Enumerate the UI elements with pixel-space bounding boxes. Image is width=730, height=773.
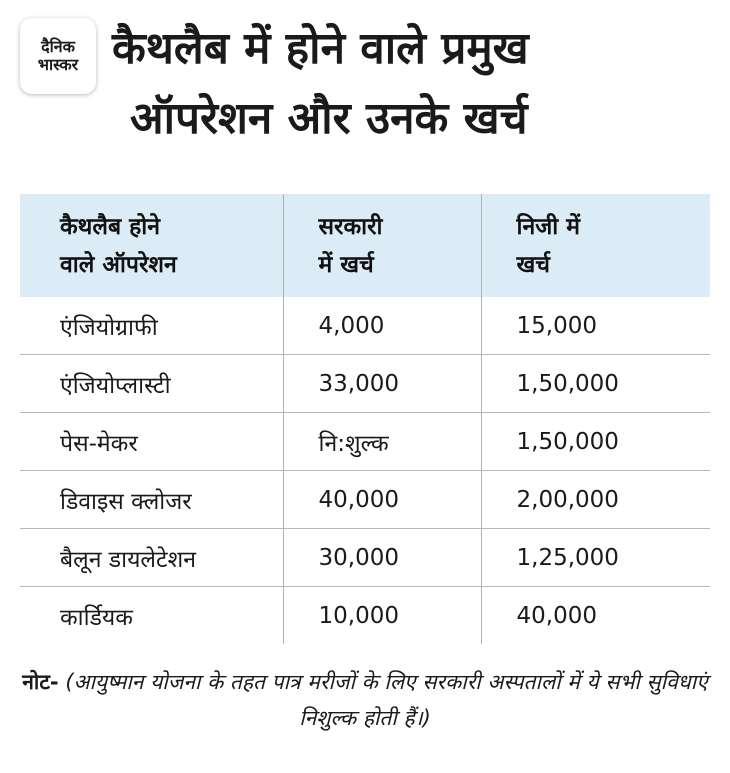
private-cost: 1,25,000 — [481, 529, 710, 587]
header-operation: कैथलैब होने वाले ऑपरेशन — [20, 194, 283, 297]
private-cost: 1,50,000 — [481, 413, 710, 471]
government-cost: 4,000 — [283, 297, 481, 355]
table-header-row — [20, 194, 710, 297]
title-line2: ऑपरेशन और उनके खर्च — [130, 93, 528, 144]
dainik-bhaskar-logo — [20, 18, 96, 94]
government-cost: 33,000 — [283, 355, 481, 413]
note-text: (आयुष्मान योजना के तहत पात्र मरीजों के लिए सरकारी अस्पतालों में ये सभी सुविधाएं निशुल्क होती हैं।) — [65, 670, 708, 730]
title-line1: कैथलैब में होने वाले प्रमुख — [112, 23, 529, 74]
page-title — [112, 14, 712, 154]
operation-name: एंजियोप्लास्टी — [20, 355, 283, 413]
private-cost: 1,50,000 — [481, 355, 710, 413]
operation-name: पेस-मेकर — [20, 413, 283, 471]
logo-text-line1: दैनिक — [41, 37, 75, 56]
private-cost: 15,000 — [481, 297, 710, 355]
table-row — [20, 587, 710, 645]
footnote — [20, 664, 710, 736]
operation-name: बैलून डायलेटेशन — [20, 529, 283, 587]
header-government-cost: सरकारी में खर्च — [283, 194, 481, 297]
private-cost: 2,00,000 — [481, 471, 710, 529]
government-cost: नि:शुल्क — [283, 413, 481, 471]
table-row — [20, 471, 710, 529]
private-cost: 40,000 — [481, 587, 710, 645]
operation-name: कार्डियक — [60, 604, 133, 631]
table-row — [20, 297, 710, 355]
table-row — [20, 529, 710, 587]
table-row — [20, 355, 710, 413]
header-private-cost: निजी में खर्च — [481, 194, 710, 297]
operation-name: डिवाइस क्लोजर — [20, 471, 283, 529]
table-row — [20, 413, 710, 471]
operation-cost-table — [20, 194, 710, 644]
operation-name: एंजियोग्राफी — [20, 297, 283, 355]
government-cost: 40,000 — [283, 471, 481, 529]
government-cost: 30,000 — [283, 529, 481, 587]
government-cost: 10,000 — [283, 587, 481, 645]
logo-text-line2: भास्कर — [37, 55, 79, 74]
note-label: नोट- — [22, 670, 59, 694]
